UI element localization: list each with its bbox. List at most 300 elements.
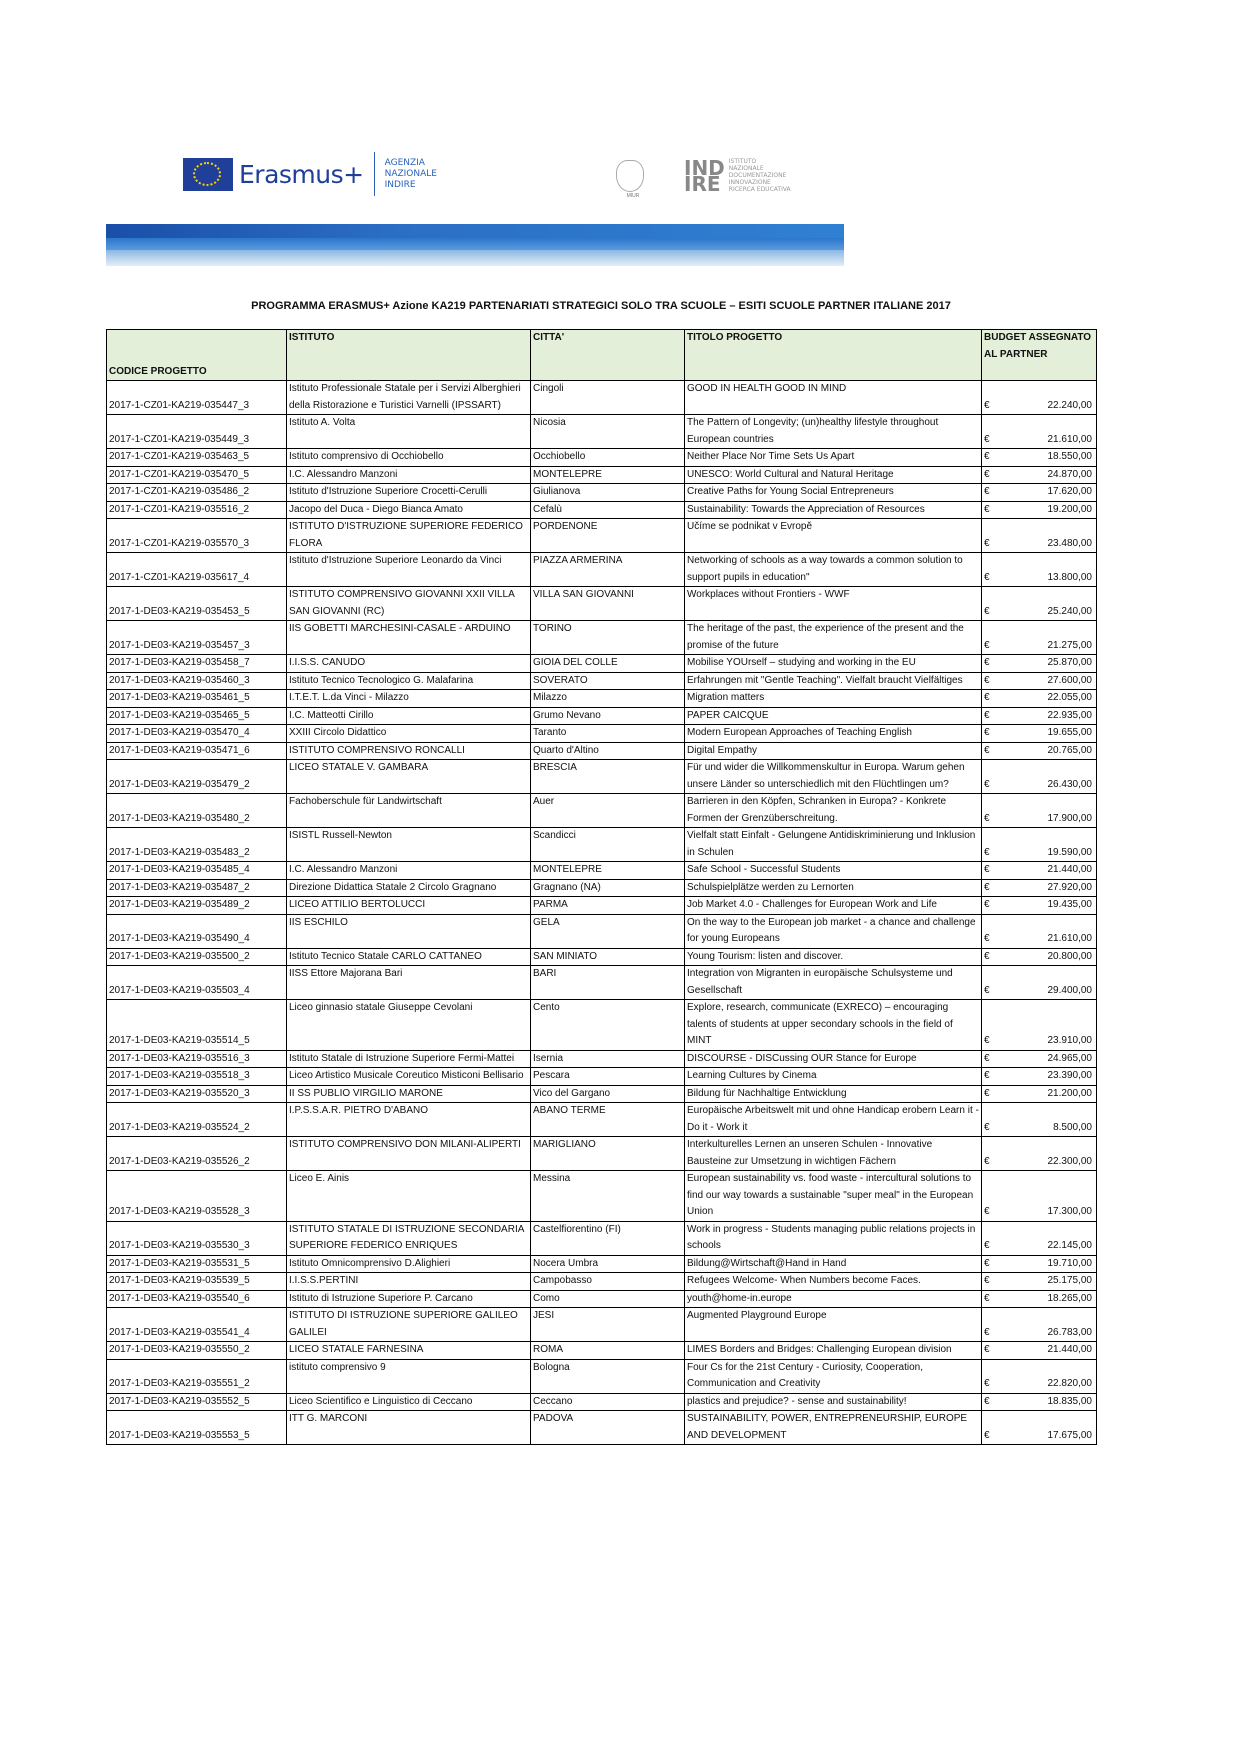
cell-istituto: Direzione Didattica Statale 2 Circolo Gragnano: [287, 879, 531, 897]
cell-code: 2017-1-DE03-KA219-035550_2: [107, 1342, 287, 1360]
cell-citta: Gragnano (NA): [531, 879, 685, 897]
cell-titolo: Interkulturelles Lernen an unseren Schulen - Innovative Bausteine zur Umsetzung in wichtigen Fächern: [685, 1137, 982, 1171]
currency-symbol: €: [984, 1344, 990, 1355]
cell-titolo: Job Market 4.0 - Challenges for European Work and Life: [685, 897, 982, 915]
table-row: [107, 519, 1097, 553]
cell-budget: [982, 621, 1097, 655]
currency-symbol: €: [984, 639, 990, 651]
currency-symbol: €: [984, 605, 990, 617]
indire-logo-block: [616, 155, 791, 199]
cell-titolo: LIMES Borders and Bridges: Challenging European division: [685, 1342, 982, 1360]
cell-istituto: I.T.E.T. L.da Vinci - Milazzo: [287, 690, 531, 708]
cell-istituto: Istituto d'Istruzione Superiore Crocetti-Cerulli: [287, 484, 531, 502]
budget-amount: 26.430,00: [1047, 778, 1092, 790]
eu-flag-icon: [183, 158, 233, 191]
cell-citta: Nocera Umbra: [531, 1255, 685, 1273]
cell-budget: [982, 794, 1097, 828]
budget-amount: 27.600,00: [1047, 674, 1092, 686]
currency-symbol: €: [984, 692, 990, 703]
cell-istituto: I.I.S.S. CANUDO: [287, 655, 531, 673]
cell-istituto: Istituto d'Istruzione Superiore Leonardo da Vinci: [287, 553, 531, 587]
cell-code: 2017-1-DE03-KA219-035518_3: [107, 1068, 287, 1086]
cell-budget: [982, 760, 1097, 794]
cell-budget: [982, 449, 1097, 467]
table-row: [107, 466, 1097, 484]
currency-symbol: €: [984, 1292, 990, 1304]
table-row: [107, 879, 1097, 897]
cell-istituto: ISTITUTO COMPRENSIVO GIOVANNI XXII VILLA SAN GIOVANNI (RC): [287, 587, 531, 621]
cell-citta: ABANO TERME: [531, 1103, 685, 1137]
cell-citta: Quarto d'Altino: [531, 742, 685, 760]
cell-budget: [982, 1171, 1097, 1222]
table-row: [107, 1393, 1097, 1411]
table-row: [107, 1000, 1097, 1051]
cell-titolo: Neither Place Nor Time Sets Us Apart: [685, 449, 982, 467]
currency-symbol: €: [984, 812, 990, 824]
cell-citta: TORINO: [531, 621, 685, 655]
currency-symbol: €: [984, 778, 990, 790]
table-row: [107, 449, 1097, 467]
cell-citta: Cefalù: [531, 501, 685, 519]
cell-istituto: Istituto Tecnico Tecnologico G. Malafarina: [287, 672, 531, 690]
cell-titolo: Explore, research, communicate (EXRECO) – encouraging talents of students at upper secondary schools in the field of MINT: [685, 1000, 982, 1051]
cell-budget: [982, 862, 1097, 880]
cell-budget: [982, 1068, 1097, 1086]
cell-istituto: IIS GOBETTI MARCHESINI-CASALE - ARDUINO: [287, 621, 531, 655]
cell-istituto: ISTITUTO COMPRENSIVO RONCALLI: [287, 742, 531, 760]
cell-budget: [982, 948, 1097, 966]
budget-amount: 21.440,00: [1047, 1344, 1092, 1355]
table-row: [107, 966, 1097, 1000]
cell-budget: [982, 381, 1097, 415]
emblem-caption: MIUR: [626, 192, 640, 199]
cell-budget: [982, 1308, 1097, 1342]
currency-symbol: €: [984, 744, 990, 756]
cell-titolo: Bildung für Nachhaltige Entwicklung: [685, 1085, 982, 1103]
currency-symbol: €: [984, 864, 990, 875]
currency-symbol: €: [984, 1206, 990, 1217]
cell-titolo: Schulspielplätze werden zu Lernorten: [685, 879, 982, 897]
cell-istituto: Jacopo del Duca - Diego Bianca Amato: [287, 501, 531, 519]
currency-symbol: €: [984, 1155, 990, 1167]
cell-code: 2017-1-DE03-KA219-035485_4: [107, 862, 287, 880]
budget-amount: 23.910,00: [1047, 1035, 1092, 1046]
cell-code: 2017-1-DE03-KA219-035524_2: [107, 1103, 287, 1137]
cell-code: 2017-1-DE03-KA219-035480_2: [107, 794, 287, 828]
table-row: [107, 553, 1097, 587]
budget-amount: 8.500,00: [1053, 1121, 1092, 1133]
budget-amount: 21.610,00: [1047, 933, 1092, 944]
currency-symbol: €: [984, 984, 990, 996]
cell-titolo: GOOD IN HEALTH GOOD IN MIND: [685, 381, 982, 415]
table-row: [107, 948, 1097, 966]
cell-titolo: European sustainability vs. food waste - intercultural solutions to find our way towards a sustainable "super meal" in the European Union: [685, 1171, 982, 1222]
currency-symbol: €: [984, 1052, 990, 1064]
cell-code: 2017-1-CZ01-KA219-035449_3: [107, 415, 287, 449]
cell-istituto: Liceo Artistico Musicale Coreutico Misticoni Bellisario: [287, 1068, 531, 1086]
budget-amount: 18.265,00: [1047, 1292, 1092, 1304]
table-header-row: [107, 330, 1097, 381]
indire-logo: IND IRE: [684, 155, 725, 196]
cell-titolo: Sustainability: Towards the Appreciation of Resources: [685, 501, 982, 519]
cell-titolo: PAPER CAICQUE: [685, 707, 982, 725]
cell-budget: [982, 1273, 1097, 1291]
logo-divider: [374, 152, 375, 196]
cell-code: 2017-1-DE03-KA219-035541_4: [107, 1308, 287, 1342]
cell-titolo: Networking of schools as a way towards a common solution to support pupils in education": [685, 553, 982, 587]
cell-citta: Cento: [531, 1000, 685, 1051]
erasmus-wordmark: Erasmus+: [239, 159, 364, 189]
cell-code: 2017-1-DE03-KA219-035460_3: [107, 672, 287, 690]
table-row: [107, 760, 1097, 794]
budget-amount: 25.870,00: [1047, 657, 1092, 668]
currency-symbol: €: [984, 571, 990, 583]
cell-istituto: Istituto comprensivo di Occhiobello: [287, 449, 531, 467]
cell-budget: [982, 672, 1097, 690]
table-row: [107, 1411, 1097, 1445]
header-banner: [106, 224, 844, 266]
cell-citta: Auer: [531, 794, 685, 828]
cell-titolo: Creative Paths for Young Social Entrepreneurs: [685, 484, 982, 502]
cell-titolo: Young Tourism: listen and discover.: [685, 948, 982, 966]
cell-code: 2017-1-DE03-KA219-035479_2: [107, 760, 287, 794]
currency-symbol: €: [984, 1257, 990, 1269]
cell-istituto: IISS Ettore Majorana Bari: [287, 966, 531, 1000]
column-header-titolo: TITOLO PROGETTO: [685, 330, 982, 381]
cell-istituto: ISTITUTO DI ISTRUZIONE SUPERIORE GALILEO GALILEI: [287, 1308, 531, 1342]
cell-titolo: Für und wider die Willkommenskultur in Europa. Warum gehen unsere Länder so unterschiedlich mit den Flüchtlingen um?: [685, 760, 982, 794]
cell-code: 2017-1-DE03-KA219-035461_5: [107, 690, 287, 708]
currency-symbol: €: [984, 399, 990, 411]
cell-code: 2017-1-DE03-KA219-035514_5: [107, 1000, 287, 1051]
table-row: [107, 1255, 1097, 1273]
budget-amount: 22.820,00: [1047, 1378, 1092, 1389]
cell-code: 2017-1-DE03-KA219-035539_5: [107, 1273, 287, 1291]
cell-budget: [982, 1221, 1097, 1255]
currency-symbol: €: [984, 503, 990, 515]
cell-budget: [982, 484, 1097, 502]
cell-citta: PORDENONE: [531, 519, 685, 553]
currency-symbol: €: [984, 709, 990, 721]
cell-citta: VILLA SAN GIOVANNI: [531, 587, 685, 621]
budget-amount: 22.300,00: [1047, 1155, 1092, 1167]
cell-code: 2017-1-DE03-KA219-035490_4: [107, 914, 287, 948]
cell-titolo: Migration matters: [685, 690, 982, 708]
cell-code: 2017-1-DE03-KA219-035489_2: [107, 897, 287, 915]
budget-amount: 22.145,00: [1047, 1240, 1092, 1251]
cell-citta: PARMA: [531, 897, 685, 915]
budget-amount: 22.055,00: [1047, 692, 1092, 703]
table-row: [107, 707, 1097, 725]
cell-budget: [982, 828, 1097, 862]
cell-titolo: Work in progress - Students managing public relations projects in schools: [685, 1221, 982, 1255]
cell-budget: [982, 587, 1097, 621]
table-row: [107, 381, 1097, 415]
cell-istituto: Istituto Omnicomprensivo D.Alighieri: [287, 1255, 531, 1273]
cell-budget: [982, 966, 1097, 1000]
table-row: [107, 501, 1097, 519]
budget-amount: 17.620,00: [1047, 486, 1092, 497]
budget-amount: 18.835,00: [1047, 1395, 1092, 1407]
cell-citta: MARIGLIANO: [531, 1137, 685, 1171]
cell-istituto: istituto comprensivo 9: [287, 1359, 531, 1393]
cell-citta: Ceccano: [531, 1393, 685, 1411]
table-row: [107, 828, 1097, 862]
currency-symbol: €: [984, 1378, 990, 1389]
cell-citta: Nicosia: [531, 415, 685, 449]
budget-amount: 23.390,00: [1047, 1070, 1092, 1081]
currency-symbol: €: [984, 1240, 990, 1251]
cell-istituto: LICEO STATALE V. GAMBARA: [287, 760, 531, 794]
cell-istituto: LICEO STATALE FARNESINA: [287, 1342, 531, 1360]
table-row: [107, 1290, 1097, 1308]
cell-istituto: ISTITUTO COMPRENSIVO DON MILANI-ALIPERTI: [287, 1137, 531, 1171]
cell-budget: [982, 553, 1097, 587]
table-row: [107, 1085, 1097, 1103]
budget-amount: 24.870,00: [1047, 468, 1092, 480]
cell-budget: [982, 1103, 1097, 1137]
budget-amount: 17.900,00: [1047, 812, 1092, 824]
cell-citta: MONTELEPRE: [531, 862, 685, 880]
budget-amount: 21.200,00: [1047, 1087, 1092, 1099]
budget-amount: 21.440,00: [1047, 864, 1092, 875]
table-row: [107, 1171, 1097, 1222]
cell-citta: Castelfiorentino (FI): [531, 1221, 685, 1255]
cell-istituto: Liceo ginnasio statale Giuseppe Cevolani: [287, 1000, 531, 1051]
cell-budget: [982, 1137, 1097, 1171]
column-header-budget: BUDGET ASSEGNATO AL PARTNER: [982, 330, 1097, 381]
cell-budget: [982, 415, 1097, 449]
cell-istituto: I.C. Alessandro Manzoni: [287, 862, 531, 880]
currency-symbol: €: [984, 933, 990, 944]
cell-citta: Milazzo: [531, 690, 685, 708]
cell-citta: JESI: [531, 1308, 685, 1342]
cell-titolo: The heritage of the past, the experience of the present and the promise of the future: [685, 621, 982, 655]
cell-titolo: DISCOURSE - DISCussing OUR Stance for Europe: [685, 1050, 982, 1068]
budget-amount: 13.800,00: [1047, 571, 1092, 583]
budget-amount: 19.710,00: [1047, 1257, 1092, 1269]
table-row: [107, 415, 1097, 449]
cell-titolo: The Pattern of Longevity; (un)healthy lifestyle throughout European countries: [685, 415, 982, 449]
cell-citta: PADOVA: [531, 1411, 685, 1445]
cell-citta: Vico del Gargano: [531, 1085, 685, 1103]
cell-code: 2017-1-DE03-KA219-035553_5: [107, 1411, 287, 1445]
column-header-istituto: ISTITUTO: [287, 330, 531, 381]
cell-code: 2017-1-CZ01-KA219-035486_2: [107, 484, 287, 502]
currency-symbol: €: [984, 1326, 990, 1338]
cell-titolo: Digital Empathy: [685, 742, 982, 760]
budget-amount: 19.200,00: [1047, 503, 1092, 515]
cell-citta: PIAZZA ARMERINA: [531, 553, 685, 587]
cell-citta: Messina: [531, 1171, 685, 1222]
currency-symbol: €: [984, 486, 990, 497]
cell-istituto: Liceo E. Ainis: [287, 1171, 531, 1222]
budget-amount: 29.400,00: [1047, 984, 1092, 996]
cell-istituto: ISTITUTO D'ISTRUZIONE SUPERIORE FEDERICO FLORA: [287, 519, 531, 553]
currency-symbol: €: [984, 1087, 990, 1099]
table-body: [107, 381, 1097, 1445]
cell-code: 2017-1-CZ01-KA219-035447_3: [107, 381, 287, 415]
cell-titolo: Vielfalt statt Einfalt - Gelungene Antidiskriminierung und Inklusion in Schulen: [685, 828, 982, 862]
cell-citta: Giulianova: [531, 484, 685, 502]
cell-citta: Campobasso: [531, 1273, 685, 1291]
budget-amount: 22.240,00: [1047, 399, 1092, 411]
cell-code: 2017-1-DE03-KA219-035457_3: [107, 621, 287, 655]
cell-citta: Cingoli: [531, 381, 685, 415]
currency-symbol: €: [984, 950, 990, 962]
currency-symbol: €: [984, 1035, 990, 1046]
cell-titolo: Workplaces without Frontiers - WWF: [685, 587, 982, 621]
cell-citta: Occhiobello: [531, 449, 685, 467]
cell-istituto: I.I.S.S.PERTINI: [287, 1273, 531, 1291]
indire-caption: ISTITUTO NAZIONALE DOCUMENTAZIONE INNOVAZIONE RICERCA EDUCATIVA: [728, 158, 791, 193]
cell-code: 2017-1-DE03-KA219-035531_5: [107, 1255, 287, 1273]
currency-symbol: €: [984, 657, 990, 668]
cell-budget: [982, 1393, 1097, 1411]
budget-amount: 18.550,00: [1047, 451, 1092, 462]
table-row: [107, 1273, 1097, 1291]
cell-code: 2017-1-DE03-KA219-035471_6: [107, 742, 287, 760]
cell-citta: Grumo Nevano: [531, 707, 685, 725]
erasmus-logo: [183, 150, 437, 198]
cell-code: 2017-1-CZ01-KA219-035516_2: [107, 501, 287, 519]
currency-symbol: €: [984, 433, 990, 445]
cell-budget: [982, 466, 1097, 484]
currency-symbol: €: [984, 881, 990, 893]
cell-titolo: Integration von Migranten in europäische Schulsysteme und Gesellschaft: [685, 966, 982, 1000]
cell-istituto: XXIII Circolo Didattico: [287, 725, 531, 743]
cell-code: 2017-1-DE03-KA219-035483_2: [107, 828, 287, 862]
cell-budget: [982, 914, 1097, 948]
cell-budget: [982, 690, 1097, 708]
cell-budget: [982, 1000, 1097, 1051]
cell-titolo: Refugees Welcome- When Numbers become Faces.: [685, 1273, 982, 1291]
currency-symbol: €: [984, 1275, 990, 1286]
cell-citta: Taranto: [531, 725, 685, 743]
budget-amount: 20.765,00: [1047, 744, 1092, 756]
currency-symbol: €: [984, 1395, 990, 1407]
cell-code: 2017-1-DE03-KA219-035540_6: [107, 1290, 287, 1308]
table-row: [107, 655, 1097, 673]
table-row: [107, 725, 1097, 743]
cell-budget: [982, 879, 1097, 897]
cell-titolo: Bildung@Wirtschaft@Hand in Hand: [685, 1255, 982, 1273]
currency-symbol: €: [984, 451, 990, 462]
cell-code: 2017-1-DE03-KA219-035500_2: [107, 948, 287, 966]
table-row: [107, 794, 1097, 828]
cell-code: 2017-1-DE03-KA219-035503_4: [107, 966, 287, 1000]
cell-code: 2017-1-DE03-KA219-035465_5: [107, 707, 287, 725]
table-row: [107, 1050, 1097, 1068]
table-row: [107, 1308, 1097, 1342]
cell-titolo: On the way to the European job market - a chance and challenge for young Europeans: [685, 914, 982, 948]
budget-amount: 27.920,00: [1047, 881, 1092, 893]
cell-citta: Como: [531, 1290, 685, 1308]
cell-budget: [982, 742, 1097, 760]
cell-istituto: Istituto Statale di Istruzione Superiore Fermi-Mattei: [287, 1050, 531, 1068]
budget-amount: 21.610,00: [1047, 433, 1092, 445]
table-row: [107, 1068, 1097, 1086]
cell-istituto: ITT G. MARCONI: [287, 1411, 531, 1445]
cell-titolo: Four Cs for the 21st Century - Curiosity, Cooperation, Communication and Creativity: [685, 1359, 982, 1393]
cell-titolo: Europäische Arbeitswelt mit und ohne Handicap erobern Learn it - Do it - Work it: [685, 1103, 982, 1137]
budget-amount: 21.275,00: [1047, 639, 1092, 651]
currency-symbol: €: [984, 674, 990, 686]
cell-istituto: ISISTL Russell-Newton: [287, 828, 531, 862]
cell-code: 2017-1-DE03-KA219-035552_5: [107, 1393, 287, 1411]
cell-budget: [982, 897, 1097, 915]
cell-titolo: SUSTAINABILITY, POWER, ENTREPRENEURSHIP, EUROPE AND DEVELOPMENT: [685, 1411, 982, 1445]
cell-code: 2017-1-DE03-KA219-035530_3: [107, 1221, 287, 1255]
cell-istituto: Fachoberschule für Landwirtschaft: [287, 794, 531, 828]
table-row: [107, 484, 1097, 502]
currency-symbol: €: [984, 1070, 990, 1081]
italian-republic-emblem-icon: [616, 160, 644, 199]
cell-titolo: Erfahrungen mit "Gentle Teaching". Vielfalt braucht Vielfältiges: [685, 672, 982, 690]
cell-budget: [982, 1085, 1097, 1103]
cell-code: 2017-1-DE03-KA219-035470_4: [107, 725, 287, 743]
cell-titolo: Augmented Playground Europe: [685, 1308, 982, 1342]
currency-symbol: €: [984, 846, 990, 858]
cell-istituto: II SS PUBLIO VIRGILIO MARONE: [287, 1085, 531, 1103]
cell-citta: Pescara: [531, 1068, 685, 1086]
cell-titolo: Safe School - Successful Students: [685, 862, 982, 880]
cell-budget: [982, 1290, 1097, 1308]
cell-istituto: ISTITUTO STATALE DI ISTRUZIONE SECONDARIA SUPERIORE FEDERICO ENRIQUES: [287, 1221, 531, 1255]
cell-code: 2017-1-DE03-KA219-035453_5: [107, 587, 287, 621]
cell-citta: MONTELEPRE: [531, 466, 685, 484]
cell-istituto: LICEO ATTILIO BERTOLUCCI: [287, 897, 531, 915]
cell-citta: ROMA: [531, 1342, 685, 1360]
table-row: [107, 587, 1097, 621]
column-header-citta: CITTA': [531, 330, 685, 381]
budget-amount: 26.783,00: [1047, 1326, 1092, 1338]
cell-code: 2017-1-DE03-KA219-035458_7: [107, 655, 287, 673]
cell-citta: BRESCIA: [531, 760, 685, 794]
document-title: PROGRAMMA ERASMUS+ Azione KA219 PARTENARIATI STRATEGICI SOLO TRA SCUOLE – ESITI SCUOLE PARTNER ITALIANE 2017: [251, 300, 951, 312]
cell-titolo: youth@home-in.europe: [685, 1290, 982, 1308]
cell-istituto: IIS ESCHILO: [287, 914, 531, 948]
currency-symbol: €: [984, 468, 990, 480]
table-row: [107, 862, 1097, 880]
currency-symbol: €: [984, 727, 990, 738]
cell-istituto: I.P.S.S.A.R. PIETRO D'ABANO: [287, 1103, 531, 1137]
table-row: [107, 1342, 1097, 1360]
cell-code: 2017-1-CZ01-KA219-035463_5: [107, 449, 287, 467]
cell-budget: [982, 1342, 1097, 1360]
cell-istituto: Istituto A. Volta: [287, 415, 531, 449]
cell-citta: SOVERATO: [531, 672, 685, 690]
cell-citta: Isernia: [531, 1050, 685, 1068]
cell-budget: [982, 1411, 1097, 1445]
budget-amount: 22.935,00: [1047, 709, 1092, 721]
cell-istituto: I.C. Matteotti Cirillo: [287, 707, 531, 725]
cell-titolo: plastics and prejudice? - sense and sustainability!: [685, 1393, 982, 1411]
cell-budget: [982, 1050, 1097, 1068]
cell-budget: [982, 519, 1097, 553]
cell-budget: [982, 707, 1097, 725]
table-row: [107, 672, 1097, 690]
cell-budget: [982, 1255, 1097, 1273]
budget-amount: 25.240,00: [1047, 605, 1092, 617]
cell-code: 2017-1-DE03-KA219-035551_2: [107, 1359, 287, 1393]
cell-code: 2017-1-CZ01-KA219-035617_4: [107, 553, 287, 587]
cell-code: 2017-1-DE03-KA219-035526_2: [107, 1137, 287, 1171]
cell-istituto: I.C. Alessandro Manzoni: [287, 466, 531, 484]
cell-titolo: Učíme se podnikat v Evropě: [685, 519, 982, 553]
budget-amount: 17.300,00: [1047, 1206, 1092, 1217]
cell-budget: [982, 1359, 1097, 1393]
